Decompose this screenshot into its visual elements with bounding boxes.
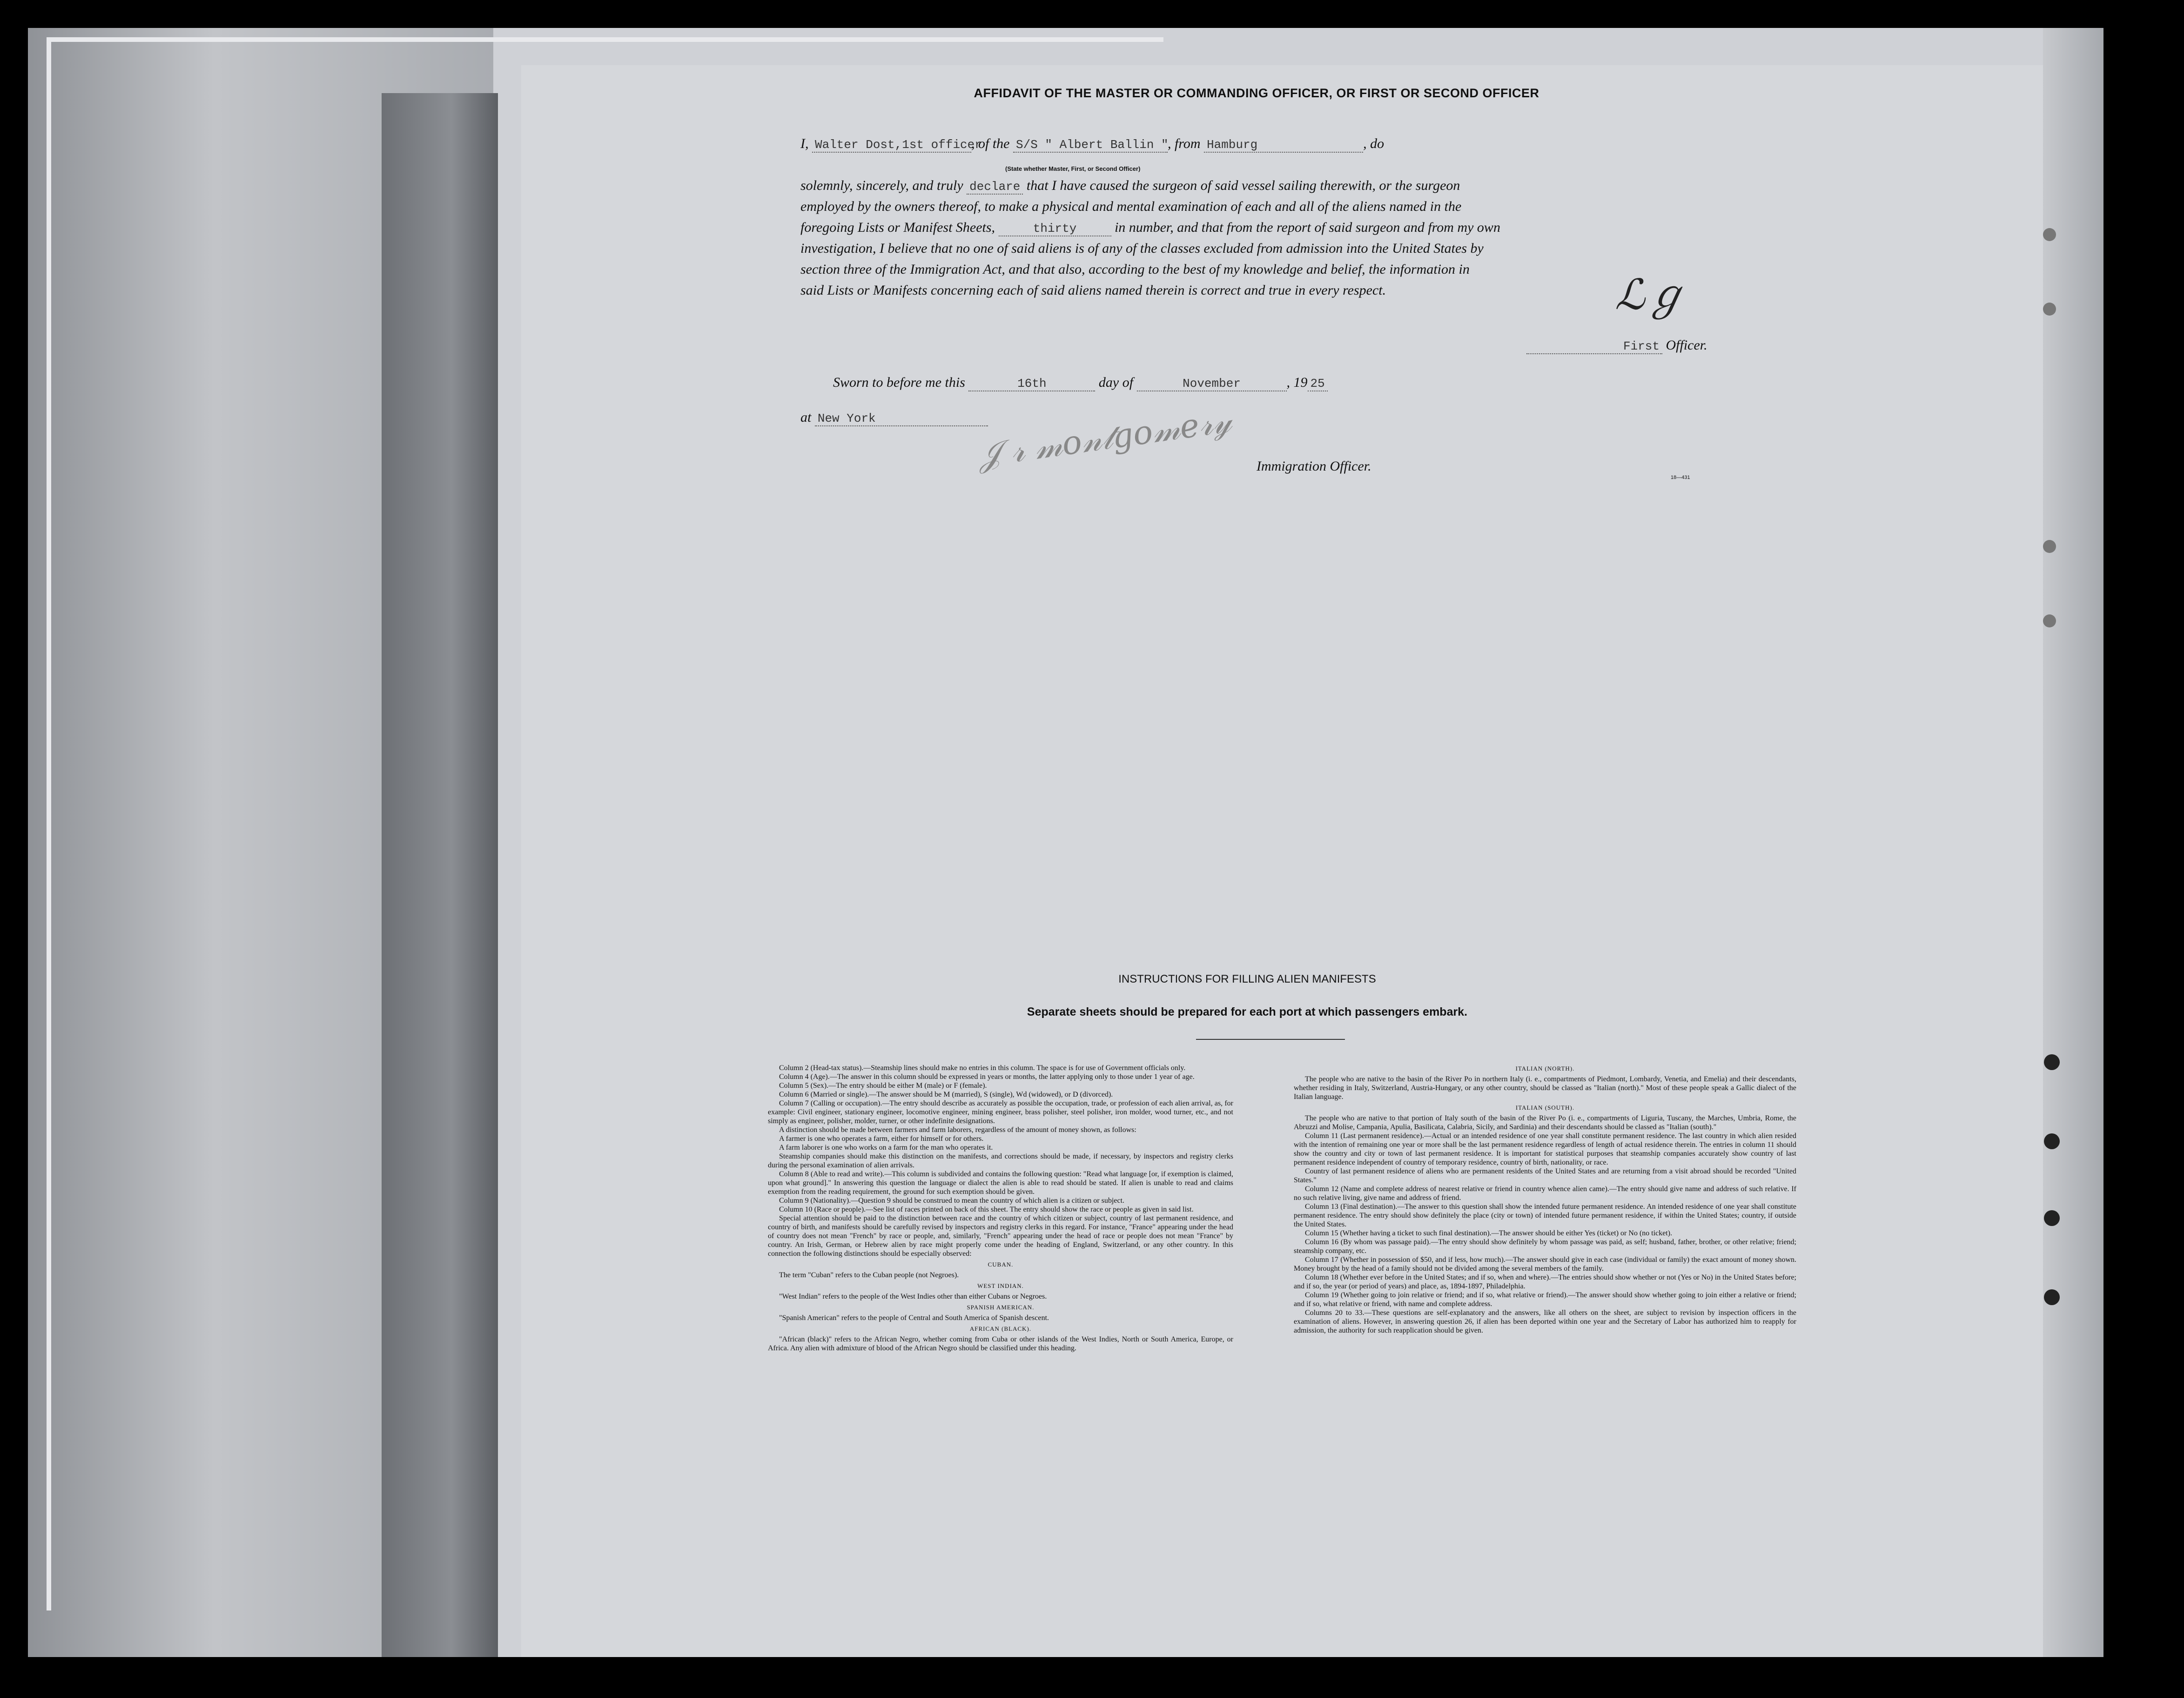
affidavit-text: that I have caused the surgeon of said vessel sailing therewith, or the surgeon — [1026, 178, 1460, 193]
officer-rank-note: (State whether Master, First, or Second Officer) — [1005, 165, 1141, 172]
sworn-line — [833, 375, 1328, 391]
instruction-paragraph: Columns 20 to 33.—These questions are self-explanatory and the answers, like all others on the sheet, are subject to revision by inspection officers in the examination of aliens. However, in answering question 26, if alien has been deported within one year and the Secretary of Labor has authorized him to reapply for admission, the authority for such reapplication should be given. — [1294, 1309, 1796, 1334]
affidavit-line-5: investigation, I believe that no one of said aliens is of any of the classes excluded from admission into the United States by — [800, 241, 1484, 256]
instruction-paragraph: The term "Cuban" refers to the Cuban people (not Negroes). — [779, 1271, 959, 1279]
officer-name-field: Walter Dost,1st officer — [812, 138, 971, 153]
instructions-left-column — [768, 1064, 1233, 1353]
section-heading: WEST INDIAN. — [977, 1282, 1024, 1289]
immigration-officer-label: Immigration Officer. — [1257, 458, 1371, 474]
affidavit-text: day of — [1098, 375, 1134, 390]
affidavit-line-6: section three of the Immigration Act, and that also, according to the best of my knowledge and belief, the information in — [800, 262, 1470, 277]
punch-hole — [2044, 1289, 2060, 1305]
affidavit-text: , from — [1168, 136, 1201, 151]
punch-hole — [2043, 540, 2056, 553]
section-heading: SPANISH AMERICAN. — [967, 1304, 1035, 1311]
affidavit-line-4 — [800, 220, 1731, 236]
punch-hole — [2043, 614, 2056, 627]
departure-port-field: Hamburg — [1204, 138, 1363, 153]
main-sheet — [521, 65, 2103, 1657]
sworn-day-field: 16th — [968, 377, 1095, 391]
immigration-officer-signature: 𝒥 𝓇 𝓂𝑜𝓃𝓉𝑔𝑜𝓂𝑒𝓇𝓎 — [975, 401, 1234, 475]
officer-rank-field: First — [1526, 339, 1662, 354]
instruction-paragraph: Column 11 (Last permanent residence).—Actual or an intended residence of one year shall constitute permanent residence. The last country in which alien resided with the intention of remaining one year or more shall be the last permanent residence regardless of length of actual residence therein. The entries in column 11 should show the country and city or town of last permanent residence. It is important for statistical purposes that steamship companies accurately show country of last permanent residence independent of country of temporary residence, country of birth, nationality, or race. — [1294, 1132, 1796, 1166]
affidavit-line-2 — [800, 178, 1731, 195]
affidavit-text: foregoing Lists or Manifest Sheets, — [800, 220, 995, 235]
instruction-paragraph: Steamship companies should make this distinction on the manifests, and corrections should be made, if necessary, by inspectors and registry clerks during the personal examination of alien arrivals. — [768, 1152, 1233, 1169]
section-heading: ITALIAN (SOUTH). — [1515, 1104, 1575, 1111]
punch-hole — [2043, 303, 2056, 316]
instruction-paragraph: Column 12 (Name and complete address of nearest relative or friend in country whence alien came).—The entry should give name and address of such relative. If no such relative living, give name and address of friend. — [1294, 1185, 1796, 1202]
officer-rank-line — [1526, 337, 1707, 354]
instruction-paragraph: Country of last permanent residence of aliens who are permanent residents of the United States and are returning from a visit abroad should be recorded "United States." — [1294, 1167, 1796, 1184]
punch-hole — [2044, 1133, 2060, 1149]
affidavit-text: solemnly, sincerely, and truly — [800, 178, 963, 193]
instruction-paragraph: Column 19 (Whether going to join relative or friend; and if so, what relative or friend).—The answer should show whether going to join either a relative or friend; and if so, what relative or friend, with name and complete address. — [1294, 1291, 1796, 1308]
instruction-paragraph: Column 6 (Married or single).—The answer should be M (married), S (single), Wd (widowed), or D (divorced). — [779, 1091, 1113, 1098]
instruction-paragraph: Column 13 (Final destination).—The answer to this question shall show the intended future permanent residence. An intended residence of one year shall constitute permanent residence. The entry should show definitely the place (city or town) of intended future permanent residence, if within the United States; country, if outside the United States. — [1294, 1203, 1796, 1228]
instruction-paragraph: A farmer is one who operates a farm, either for himself or for others. — [779, 1135, 984, 1143]
affidavit-text: , of the — [971, 136, 1010, 151]
affidavit-text: in number, and that from the report of said surgeon and from my own — [1115, 220, 1500, 235]
instruction-paragraph: The people who are native to that portion of Italy south of the basin of the River Po (i. e., compartments of Liguria, Tuscany, the Marches, Umbria, Rome, the Abruzzi and Molise, Campania, Apulia, Basilicata, Calabria, Sicily, and Sardinia) and their descendants should be classed as "Italian (south)." — [1294, 1114, 1796, 1131]
instruction-paragraph: Column 4 (Age).—The answer in this column should be expressed in years or months, the latter applying only to those under 1 year of age. — [779, 1073, 1195, 1081]
instruction-paragraph: Column 8 (Able to read and write).—This column is subdivided and contains the following question: "Read what language [or, if exemption is claimed, upon what ground]." In answering this question the language or dialect the alien is able to read should be stated. If alien is unable to read and claims exemption from the reading requirement, the ground for such exemption should be given. — [768, 1170, 1233, 1196]
at-line — [800, 410, 988, 426]
section-heading: ITALIAN (NORTH). — [1515, 1065, 1575, 1072]
instruction-paragraph: Column 5 (Sex).—The entry should be either M (male) or F (female). — [779, 1082, 987, 1090]
binding-strip — [382, 93, 498, 1657]
sheet-count-field: thirty — [999, 222, 1111, 236]
section-heading: AFRICAN (BLACK). — [969, 1325, 1032, 1332]
divider — [1196, 1039, 1345, 1040]
paper-edge — [47, 37, 1163, 42]
affidavit-line-3: employed by the owners thereof, to make a physical and mental examination of each and all of the aliens named in the — [800, 199, 1462, 214]
sworn-year-field: 25 — [1308, 377, 1328, 391]
punch-hole — [2044, 1054, 2060, 1070]
affidavit-text: at — [800, 410, 812, 425]
sworn-place-field: New York — [815, 411, 988, 426]
instructions-subtitle: Separate sheets should be prepared for each port at which passengers embark. — [1027, 1005, 1468, 1018]
instruction-paragraph: "West Indian" refers to the people of the West Indies other than either Cubans or Negroes. — [779, 1293, 1047, 1300]
section-heading: CUBAN. — [988, 1261, 1014, 1268]
officer-signature: ℒℊ — [1615, 270, 1687, 319]
affidavit-text: , 19 — [1286, 375, 1308, 390]
instruction-paragraph: "Spanish American" refers to the people of Central and South America of Spanish descent. — [779, 1314, 1049, 1322]
form-code: 18—431 — [1671, 475, 1690, 480]
instructions-right-column — [1294, 1062, 1796, 1335]
instruction-paragraph: "African (black)" refers to the African Negro, whether coming from Cuba or other islands of the West Indies, North or South America, Europe, or Africa. Any alien with admixture of blood of the African Negro should be classified under this heading. — [768, 1335, 1233, 1352]
instruction-paragraph: Column 2 (Head-tax status).—Steamship lines should make no entries in this column. The space is for use of Government officials only. — [779, 1064, 1186, 1072]
sworn-month-field: November — [1137, 377, 1287, 391]
instruction-paragraph: Column 18 (Whether ever before in the United States; and if so, when and where).—The entries should show whether or not (Yes or No) in the United States before; and if so, the year (or period of years) and place, as, 1894-1897, Philadelphia. — [1294, 1274, 1796, 1290]
affidavit-text: I, — [800, 136, 809, 151]
instruction-paragraph: The people who are native to the basin of the River Po in northern Italy (i. e., compartments of Piedmont, Lombardy, Venetia, and Emelia) and their descendants, whether residing in Italy, Switzerland, Austria-Hungary, or any other country, should be classed as "Italian (north)." Most of these people speak a Gallic dialect of the Italian language. — [1294, 1075, 1796, 1101]
affidavit-line-7: said Lists or Manifests concerning each of said aliens named therein is correct and true in every respect. — [800, 283, 1386, 298]
affidavit-line-1 — [800, 136, 1731, 153]
instruction-paragraph: A distinction should be made between farmers and farm laborers, regardless of the amount of money shown, as follows: — [779, 1126, 1136, 1134]
paper-edge — [47, 37, 51, 1610]
next-sheet-edge — [2043, 28, 2103, 1657]
affidavit-text: , do — [1363, 136, 1384, 151]
instruction-paragraph: Column 7 (Calling or occupation).—The entry should describe as accurately as possible the occupation, trade, or profession of each alien arrival, as, for example: Civil engineer, stationary engineer, locomotive engineer, mining engineer, brass polisher, steel polisher, iron molder, wood turner, etc., and not simply as engineer, polisher, molder, turner, or other indefinite designations. — [768, 1099, 1233, 1125]
declare-field: declare — [967, 180, 1023, 195]
instruction-paragraph: Column 16 (By whom was passage paid).—The entry should show definitely by whom passage was paid, as self; husband, father, brother, or other relative; friend; steamship company, etc. — [1294, 1238, 1796, 1255]
instruction-paragraph: Column 15 (Whether having a ticket to such final destination).—The answer should be either Yes (ticket) or No (no ticket). — [1305, 1229, 1673, 1237]
ship-name-field: S/S " Albert Ballin " — [1013, 138, 1168, 153]
officer-suffix: Officer. — [1666, 337, 1707, 353]
instruction-paragraph: Column 17 (Whether in possession of $50, and if less, how much).—The answer should give in each case (individual or family) the exact amount of money shown. Money brought by the head of a family should not be divided among the several members of the family. — [1294, 1256, 1796, 1273]
affidavit-title: AFFIDAVIT OF THE MASTER OR COMMANDING OFFICER, OR FIRST OR SECOND OFFICER — [974, 86, 1539, 100]
affidavit-text: Sworn to before me this — [833, 375, 965, 390]
instruction-paragraph: Special attention should be paid to the distinction between race and the country of which citizen or subject, country of last permanent residence, and country of birth, and manifests should be carefully revised by inspectors and registry clerks in this regard. For instance, "France" appearing under the head of country does not mean "French" by race or people, and, similarly, "French" appearing under the head of race or people does not mean "France" by country. An Irish, German, or Hebrew alien by race might properly come under the heading of England, Switzerland, or any other country. In this connection the following distinctions should be especially observed: — [768, 1214, 1233, 1258]
punch-hole — [2043, 228, 2056, 241]
punch-hole — [2044, 1210, 2060, 1226]
instruction-paragraph: A farm laborer is one who works on a farm for the man who operates it. — [779, 1144, 993, 1152]
instructions-title: INSTRUCTIONS FOR FILLING ALIEN MANIFESTS — [1118, 973, 1376, 985]
instruction-paragraph: Column 9 (Nationality).—Question 9 should be construed to mean the country of which alien is a citizen or subject. — [779, 1197, 1125, 1205]
instruction-paragraph: Column 10 (Race or people).—See list of races printed on back of this sheet. The entry should show the race or people as given in said list. — [779, 1206, 1194, 1213]
